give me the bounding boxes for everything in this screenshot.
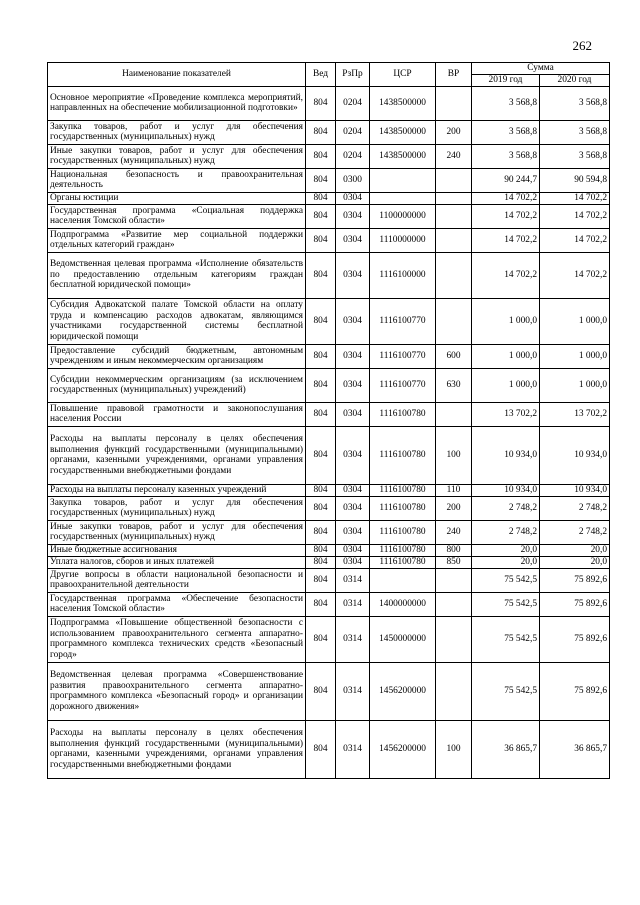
row-2020-cell: 90 594,8 bbox=[540, 168, 610, 192]
row-vr-cell: 110 bbox=[436, 484, 472, 496]
row-2020-cell: 75 892,6 bbox=[540, 616, 610, 662]
row-ved-cell: 804 bbox=[306, 252, 336, 298]
table-row bbox=[48, 298, 610, 344]
row-2019-cell: 3 568,8 bbox=[472, 144, 540, 168]
row-2019-cell: 2 748,2 bbox=[472, 520, 540, 544]
row-2020-cell: 1 000,0 bbox=[540, 368, 610, 402]
row-2019-cell: 10 934,0 bbox=[472, 426, 540, 484]
row-ved-cell: 804 bbox=[306, 556, 336, 568]
row-2020-cell: 10 934,0 bbox=[540, 484, 610, 496]
row-2020-cell: 75 892,6 bbox=[540, 662, 610, 720]
row-vr-cell: 100 bbox=[436, 426, 472, 484]
row-name-cell: Субсидии некоммерческим организациям (за исключением государственных (муниципальных) учреждений) bbox=[48, 368, 306, 402]
row-2020-cell: 1 000,0 bbox=[540, 344, 610, 368]
row-name-cell: Иные закупки товаров, работ и услуг для обеспечения государственных (муниципальных) нужд bbox=[48, 520, 306, 544]
row-vr-cell bbox=[436, 228, 472, 252]
row-csr-cell: 1116100780 bbox=[370, 496, 436, 520]
row-csr-cell: 1116100780 bbox=[370, 544, 436, 556]
row-rzpr-cell: 0204 bbox=[336, 120, 370, 144]
row-ved-cell: 804 bbox=[306, 168, 336, 192]
row-2019-cell: 13 702,2 bbox=[472, 402, 540, 426]
table-row bbox=[48, 228, 610, 252]
row-vr-cell bbox=[436, 168, 472, 192]
row-csr-cell: 1400000000 bbox=[370, 592, 436, 616]
table-row bbox=[48, 402, 610, 426]
row-csr-cell: 1116100000 bbox=[370, 252, 436, 298]
row-ved-cell: 804 bbox=[306, 402, 336, 426]
row-2019-cell: 3 568,8 bbox=[472, 120, 540, 144]
row-2020-cell: 3 568,8 bbox=[540, 86, 610, 120]
header-csr: ЦСР bbox=[370, 63, 436, 87]
row-ved-cell: 804 bbox=[306, 720, 336, 778]
row-vr-cell: 200 bbox=[436, 120, 472, 144]
row-rzpr-cell: 0314 bbox=[336, 662, 370, 720]
row-csr-cell: 1116100780 bbox=[370, 484, 436, 496]
table-row bbox=[48, 568, 610, 592]
header-rzpr: РзПр bbox=[336, 63, 370, 87]
row-csr-cell: 1438500000 bbox=[370, 86, 436, 120]
row-vr-cell: 800 bbox=[436, 544, 472, 556]
row-rzpr-cell: 0304 bbox=[336, 192, 370, 204]
header-vr: ВР bbox=[436, 63, 472, 87]
table-row bbox=[48, 344, 610, 368]
row-ved-cell: 804 bbox=[306, 520, 336, 544]
row-vr-cell bbox=[436, 568, 472, 592]
row-vr-cell bbox=[436, 616, 472, 662]
header-2019: 2019 год bbox=[472, 75, 540, 87]
table-row bbox=[48, 120, 610, 144]
header-ved: Вед bbox=[306, 63, 336, 87]
budget-table bbox=[47, 62, 610, 779]
row-name-cell: Подпрограмма «Повышение общественной безопасности с использованием правоохранительного сегмента аппаратно-программного комплекса технических средств «Безопасный город» bbox=[48, 616, 306, 662]
row-ved-cell: 804 bbox=[306, 568, 336, 592]
row-2020-cell: 20,0 bbox=[540, 556, 610, 568]
row-name-cell: Национальная безопасность и правоохранительная деятельность bbox=[48, 168, 306, 192]
row-csr-cell bbox=[370, 568, 436, 592]
row-ved-cell: 804 bbox=[306, 298, 336, 344]
row-2019-cell: 14 702,2 bbox=[472, 228, 540, 252]
row-ved-cell: 804 bbox=[306, 368, 336, 402]
row-rzpr-cell: 0304 bbox=[336, 426, 370, 484]
row-ved-cell: 804 bbox=[306, 496, 336, 520]
row-csr-cell: 1116100770 bbox=[370, 298, 436, 344]
row-rzpr-cell: 0300 bbox=[336, 168, 370, 192]
row-rzpr-cell: 0304 bbox=[336, 344, 370, 368]
row-rzpr-cell: 0314 bbox=[336, 616, 370, 662]
table-row bbox=[48, 520, 610, 544]
row-name-cell: Закупка товаров, работ и услуг для обеспечения государственных (муниципальных) нужд bbox=[48, 496, 306, 520]
table-row bbox=[48, 592, 610, 616]
row-rzpr-cell: 0304 bbox=[336, 228, 370, 252]
row-rzpr-cell: 0304 bbox=[336, 252, 370, 298]
row-name-cell: Расходы на выплаты персоналу казенных учреждений bbox=[48, 484, 306, 496]
row-name-cell: Ведомственная целевая программа «Совершенствование развития правоохранительного сегмента аппаратно-программного комплекса «Безопасный город» и организации дорожного движения» bbox=[48, 662, 306, 720]
row-vr-cell bbox=[436, 204, 472, 228]
row-2019-cell: 2 748,2 bbox=[472, 496, 540, 520]
row-ved-cell: 804 bbox=[306, 484, 336, 496]
row-2019-cell: 1 000,0 bbox=[472, 368, 540, 402]
row-csr-cell: 1110000000 bbox=[370, 228, 436, 252]
table-row bbox=[48, 204, 610, 228]
row-name-cell: Расходы на выплаты персоналу в целях обеспечения выполнения функций государственными (муниципальными) органами, казенными учреждениями, органами управления государственными внебюджетными фондами bbox=[48, 426, 306, 484]
row-vr-cell: 630 bbox=[436, 368, 472, 402]
header-name: Наименование показателей bbox=[48, 63, 306, 87]
row-2019-cell: 20,0 bbox=[472, 556, 540, 568]
row-rzpr-cell: 0304 bbox=[336, 544, 370, 556]
row-ved-cell: 804 bbox=[306, 592, 336, 616]
table-row bbox=[48, 544, 610, 556]
table-row bbox=[48, 86, 610, 120]
row-ved-cell: 804 bbox=[306, 544, 336, 556]
row-ved-cell: 804 bbox=[306, 426, 336, 484]
row-rzpr-cell: 0304 bbox=[336, 204, 370, 228]
row-2019-cell: 20,0 bbox=[472, 544, 540, 556]
row-2020-cell: 3 568,8 bbox=[540, 144, 610, 168]
row-vr-cell bbox=[436, 298, 472, 344]
row-ved-cell: 804 bbox=[306, 204, 336, 228]
row-2019-cell: 90 244,7 bbox=[472, 168, 540, 192]
row-name-cell: Государственная программа «Обеспечение безопасности населения Томской области» bbox=[48, 592, 306, 616]
row-ved-cell: 804 bbox=[306, 616, 336, 662]
row-2020-cell: 75 892,6 bbox=[540, 568, 610, 592]
row-csr-cell: 1100000000 bbox=[370, 204, 436, 228]
row-vr-cell: 200 bbox=[436, 496, 472, 520]
table-body bbox=[48, 86, 610, 778]
table-row bbox=[48, 720, 610, 778]
table-row bbox=[48, 144, 610, 168]
header-2020: 2020 год bbox=[540, 75, 610, 87]
table-row bbox=[48, 426, 610, 484]
row-ved-cell: 804 bbox=[306, 144, 336, 168]
row-2019-cell: 75 542,5 bbox=[472, 662, 540, 720]
row-ved-cell: 804 bbox=[306, 228, 336, 252]
row-csr-cell: 1116100770 bbox=[370, 368, 436, 402]
row-ved-cell: 804 bbox=[306, 120, 336, 144]
row-rzpr-cell: 0204 bbox=[336, 86, 370, 120]
row-2020-cell: 1 000,0 bbox=[540, 298, 610, 344]
row-2019-cell: 36 865,7 bbox=[472, 720, 540, 778]
row-vr-cell: 850 bbox=[436, 556, 472, 568]
row-vr-cell bbox=[436, 402, 472, 426]
row-csr-cell: 1438500000 bbox=[370, 144, 436, 168]
row-ved-cell: 804 bbox=[306, 662, 336, 720]
table-row bbox=[48, 496, 610, 520]
row-2020-cell: 2 748,2 bbox=[540, 496, 610, 520]
row-2020-cell: 10 934,0 bbox=[540, 426, 610, 484]
row-name-cell: Основное мероприятие «Проведение комплекса мероприятий, направленных на обеспечение мобилизационной подготовки» bbox=[48, 86, 306, 120]
row-2019-cell: 75 542,5 bbox=[472, 592, 540, 616]
row-2020-cell: 14 702,2 bbox=[540, 228, 610, 252]
row-rzpr-cell: 0304 bbox=[336, 298, 370, 344]
row-2019-cell: 1 000,0 bbox=[472, 344, 540, 368]
row-2019-cell: 75 542,5 bbox=[472, 616, 540, 662]
row-vr-cell bbox=[436, 192, 472, 204]
row-rzpr-cell: 0204 bbox=[336, 144, 370, 168]
row-name-cell: Другие вопросы в области национальной безопасности и правоохранительной деятельности bbox=[48, 568, 306, 592]
row-2020-cell: 14 702,2 bbox=[540, 192, 610, 204]
row-name-cell: Закупка товаров, работ и услуг для обеспечения государственных (муниципальных) нужд bbox=[48, 120, 306, 144]
row-csr-cell: 1456200000 bbox=[370, 720, 436, 778]
row-vr-cell bbox=[436, 86, 472, 120]
row-2020-cell: 75 892,6 bbox=[540, 592, 610, 616]
row-name-cell: Иные закупки товаров, работ и услуг для обеспечения государственных (муниципальных) нужд bbox=[48, 144, 306, 168]
row-name-cell: Органы юстиции bbox=[48, 192, 306, 204]
row-2020-cell: 13 702,2 bbox=[540, 402, 610, 426]
row-csr-cell: 1116100780 bbox=[370, 402, 436, 426]
row-name-cell: Повышение правовой грамотности и законопослушания населения России bbox=[48, 402, 306, 426]
table-row bbox=[48, 616, 610, 662]
row-name-cell: Уплата налогов, сборов и иных платежей bbox=[48, 556, 306, 568]
row-2020-cell: 20,0 bbox=[540, 544, 610, 556]
row-name-cell: Субсидия Адвокатской палате Томской области на оплату труда и компенсацию расходов адвокатам, являющимся участниками государственной системы бесплатной юридической помощи bbox=[48, 298, 306, 344]
table-row bbox=[48, 192, 610, 204]
row-vr-cell bbox=[436, 252, 472, 298]
row-name-cell: Ведомственная целевая программа «Исполнение обязательств по предоставлению отдельным категориям граждан бесплатной юридической помощи» bbox=[48, 252, 306, 298]
row-rzpr-cell: 0304 bbox=[336, 484, 370, 496]
table-row bbox=[48, 252, 610, 298]
row-ved-cell: 804 bbox=[306, 192, 336, 204]
row-vr-cell: 600 bbox=[436, 344, 472, 368]
row-2019-cell: 14 702,2 bbox=[472, 252, 540, 298]
header-sum: Сумма bbox=[472, 63, 610, 75]
row-rzpr-cell: 0304 bbox=[336, 520, 370, 544]
row-vr-cell bbox=[436, 662, 472, 720]
row-2019-cell: 10 934,0 bbox=[472, 484, 540, 496]
row-2019-cell: 3 568,8 bbox=[472, 86, 540, 120]
row-vr-cell: 240 bbox=[436, 520, 472, 544]
row-csr-cell: 1116100780 bbox=[370, 520, 436, 544]
row-rzpr-cell: 0304 bbox=[336, 496, 370, 520]
row-csr-cell: 1116100770 bbox=[370, 344, 436, 368]
row-ved-cell: 804 bbox=[306, 344, 336, 368]
row-2019-cell: 14 702,2 bbox=[472, 192, 540, 204]
row-csr-cell: 1116100780 bbox=[370, 426, 436, 484]
row-csr-cell bbox=[370, 168, 436, 192]
row-csr-cell: 1456200000 bbox=[370, 662, 436, 720]
row-rzpr-cell: 0314 bbox=[336, 592, 370, 616]
row-csr-cell: 1438500000 bbox=[370, 120, 436, 144]
row-2020-cell: 14 702,2 bbox=[540, 204, 610, 228]
row-name-cell: Иные бюджетные ассигнования bbox=[48, 544, 306, 556]
row-csr-cell bbox=[370, 192, 436, 204]
row-name-cell: Государственная программа «Социальная поддержка населения Томской области» bbox=[48, 204, 306, 228]
row-2019-cell: 14 702,2 bbox=[472, 204, 540, 228]
row-rzpr-cell: 0314 bbox=[336, 720, 370, 778]
row-rzpr-cell: 0304 bbox=[336, 556, 370, 568]
row-vr-cell bbox=[436, 592, 472, 616]
page-number: 262 bbox=[572, 38, 592, 53]
row-name-cell: Предоставление субсидий бюджетным, автономным учреждениям и иным некоммерческим организациям bbox=[48, 344, 306, 368]
table-row bbox=[48, 662, 610, 720]
table-row bbox=[48, 368, 610, 402]
table-row bbox=[48, 484, 610, 496]
row-2020-cell: 14 702,2 bbox=[540, 252, 610, 298]
row-2020-cell: 3 568,8 bbox=[540, 120, 610, 144]
row-2019-cell: 75 542,5 bbox=[472, 568, 540, 592]
row-name-cell: Расходы на выплаты персоналу в целях обеспечения выполнения функций государственными (муниципальными) органами, казенными учреждениями, органами управления государственными внебюджетными фондами bbox=[48, 720, 306, 778]
table-row bbox=[48, 168, 610, 192]
row-vr-cell: 240 bbox=[436, 144, 472, 168]
table-row bbox=[48, 556, 610, 568]
row-ved-cell: 804 bbox=[306, 86, 336, 120]
row-vr-cell: 100 bbox=[436, 720, 472, 778]
row-2019-cell: 1 000,0 bbox=[472, 298, 540, 344]
row-rzpr-cell: 0314 bbox=[336, 568, 370, 592]
row-csr-cell: 1450000000 bbox=[370, 616, 436, 662]
row-rzpr-cell: 0304 bbox=[336, 368, 370, 402]
row-rzpr-cell: 0304 bbox=[336, 402, 370, 426]
row-2020-cell: 36 865,7 bbox=[540, 720, 610, 778]
row-2020-cell: 2 748,2 bbox=[540, 520, 610, 544]
row-name-cell: Подпрограмма «Развитие мер социальной поддержки отдельных категорий граждан» bbox=[48, 228, 306, 252]
row-csr-cell: 1116100780 bbox=[370, 556, 436, 568]
